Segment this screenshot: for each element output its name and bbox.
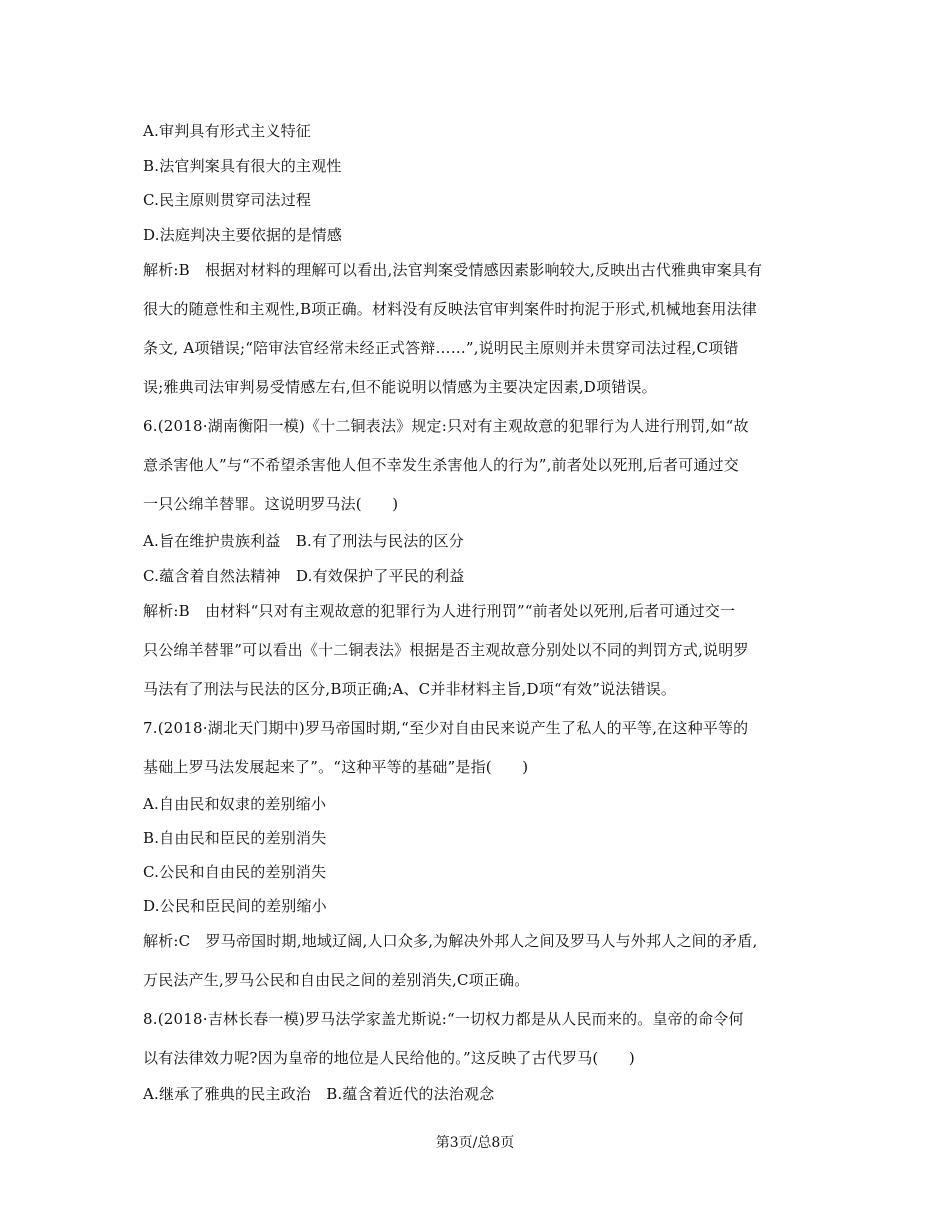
text-line: C.蕴含着自然法精神 D.有效保护了平民的利益 bbox=[143, 567, 465, 585]
text-line: 8.(2018·吉林长春一模)罗马法学家盖尤斯说:“一切权力都是从人民而来的。皇帝的命令何 bbox=[143, 1010, 744, 1028]
text-line: 意杀害他人”与“不希望杀害他人但不幸发生杀害他人的行为”,前者处以死刑,后者可通过交 bbox=[143, 456, 739, 474]
text-line: 一只公绵羊替罪。这说明罗马法( ) bbox=[143, 495, 399, 513]
text-line: 马法有了刑法与民法的区分,B项正确;A、C并非材料主旨,D项“有效”说法错误。 bbox=[143, 680, 677, 698]
text-line: 解析:B 由材料“只对有主观故意的犯罪行为人进行刑罚”“前者处以死刑,后者可通过交一 bbox=[143, 602, 736, 620]
text-line: B.法官判案具有很大的主观性 bbox=[143, 157, 342, 175]
text-line: 6.(2018·湖南衡阳一模)《十二铜表法》规定:只对有主观故意的犯罪行为人进行刑罚,如“故 bbox=[143, 417, 749, 435]
text-line: 以有法律效力呢?因为皇帝的地位是人民给他的。”这反映了古代罗马( ) bbox=[143, 1049, 635, 1067]
text-line: C.公民和自由民的差别消失 bbox=[143, 863, 327, 881]
text-line: 7.(2018·湖北天门期中)罗马帝国时期,“至少对自由民来说产生了私人的平等,在这种平等的 bbox=[143, 719, 749, 737]
text-line: A.自由民和奴隶的差别缩小 bbox=[143, 795, 327, 813]
text-line: 误;雅典司法审判易受情感左右,但不能说明以情感为主要决定因素,D项错误。 bbox=[143, 378, 657, 396]
text-line: 条文, A项错误;“陪审法官经常未经正式答辩……”,说明民主原则并未贯穿司法过程,C项错 bbox=[143, 339, 739, 357]
text-line: 很大的随意性和主观性,B项正确。材料没有反映法官审判案件时拘泥于形式,机械地套用法律 bbox=[143, 300, 757, 318]
text-line: 只公绵羊替罪”可以看出《十二铜表法》根据是否主观故意分别处以不同的判罚方式,说明罗 bbox=[143, 641, 749, 659]
text-line: C.民主原则贯穿司法过程 bbox=[143, 191, 312, 209]
text-line: D.法庭判决主要依据的是情感 bbox=[143, 226, 343, 244]
text-line: A.审判具有形式主义特征 bbox=[143, 122, 312, 140]
text-line: 万民法产生,罗马公民和自由民之间的差别消失,C项正确。 bbox=[143, 971, 530, 989]
text-line: 基础上罗马法发展起来了”。“这种平等的基础”是指( ) bbox=[143, 758, 529, 776]
text-line: A.继承了雅典的民主政治 B.蕴含着近代的法治观念 bbox=[143, 1085, 495, 1103]
text-line: D.公民和臣民间的差别缩小 bbox=[143, 897, 327, 915]
text-line: A.旨在维护贵族利益 B.有了刑法与民法的区分 bbox=[143, 532, 464, 550]
text-line: 解析:C 罗马帝国时期,地域辽阔,人口众多,为解决外邦人之间及罗马人与外邦人之间的矛盾, bbox=[143, 932, 758, 950]
text-line: 解析:B 根据对材料的理解可以看出,法官判案受情感因素影响较大,反映出古代雅典审案具有 bbox=[143, 261, 763, 279]
text-line: B.自由民和臣民的差别消失 bbox=[143, 829, 327, 847]
page-number-footer: 第3页/总8页 bbox=[435, 1135, 515, 1151]
